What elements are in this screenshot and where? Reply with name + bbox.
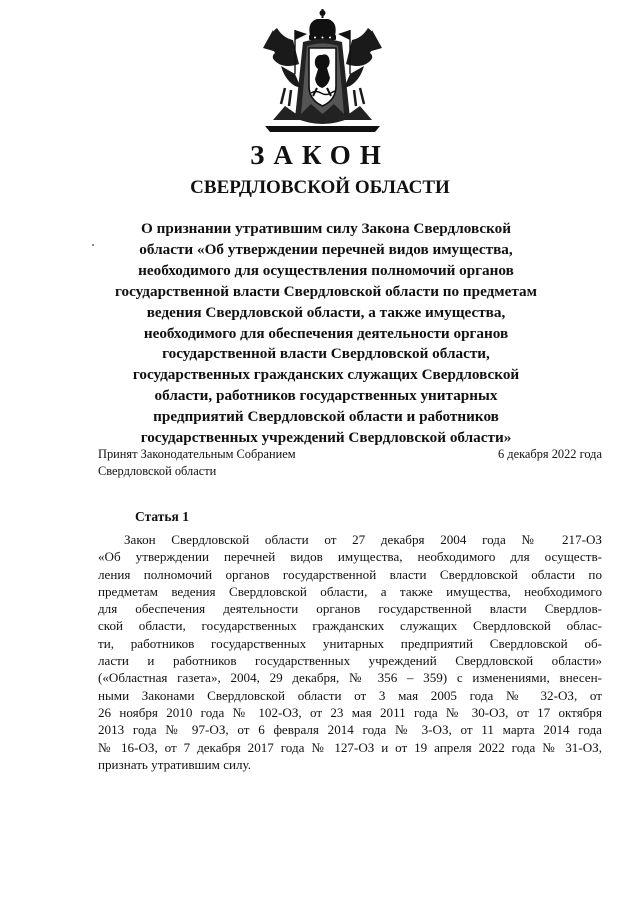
- scan-speck: [92, 244, 94, 246]
- adopted-date: 6 декабря 2022 года: [497, 447, 602, 461]
- adopted-by-line: Свердловской области: [98, 464, 217, 478]
- article-line: признать утратившим силу.: [98, 756, 252, 772]
- heading-line: предприятий Свердловской области и работников: [153, 408, 499, 426]
- heading-line: государственных гражданских служащих Свердловской: [132, 366, 520, 384]
- article-line: предметам ведения Свердловской области, а также имущества, необходимого: [98, 583, 602, 599]
- heading-line: необходимого для обеспечения деятельности органов: [143, 324, 509, 342]
- heading-line: необходимого для осуществления полномочий органов: [138, 261, 514, 279]
- article-line: ласти и работников государственных учреждений Свердловской области»: [98, 653, 602, 669]
- heading-line: области «Об утверждении перечней видов имущества,: [139, 240, 513, 258]
- article-line: ти, работников государственных унитарных предприятий Свердловской об-: [98, 635, 602, 651]
- adopted-by-line: Принят Законодательным Собранием: [98, 447, 296, 461]
- heading-line: О признании утратившим силу Закона Свердловской: [141, 220, 511, 237]
- document-title: ЗАКОН: [250, 140, 390, 170]
- law-heading: [96, 219, 556, 449]
- heading-line: ведения Свердловской области, а также имущества,: [146, 303, 506, 321]
- article-line: для обеспечения деятельности органов государственной власти Свердлов-: [98, 601, 602, 617]
- article-line: «Об утверждении перечней видов имущества, необходимого для осуществ-: [98, 549, 602, 565]
- document-subtitle: СВЕРДЛОВСКОЙ ОБЛАСТИ: [190, 177, 450, 198]
- article-line: ления полномочий органов государственной власти Свердловской области по: [98, 566, 602, 582]
- article-line: ской области, государственных гражданских служащих Свердловской облас-: [98, 618, 602, 634]
- article-line: ными Законами Свердловской области от 3 мая 2005 года № 32-ОЗ, от: [98, 687, 602, 703]
- coat-of-arms-icon: [255, 8, 390, 136]
- heading-line: государственных учреждений Свердловской области»: [140, 429, 512, 447]
- article-title: Статья 1: [135, 509, 189, 524]
- heading-line: государственной власти Свердловской области по предметам: [115, 282, 537, 300]
- heading-line: государственной власти Свердловской области,: [162, 345, 490, 363]
- heading-line: области, работников государственных унитарных: [154, 387, 498, 405]
- article-line: («Областная газета», 2004, 29 декабря, № 356 – 359) с изменениями, внесен-: [98, 670, 602, 686]
- article-line: 26 ноября 2010 года № 102-ОЗ, от 23 мая 2011 года № 30-ОЗ, от 17 октября: [98, 704, 602, 720]
- article-body: [98, 531, 602, 773]
- article-line: № 16-ОЗ, от 7 декабря 2017 года № 127-ОЗ и от 19 апреля 2022 года № 31-ОЗ,: [98, 739, 602, 755]
- article-line: Закон Свердловской области от 27 декабря 2004 года № 217-ОЗ: [124, 532, 602, 547]
- article-line: 2013 года № 97-ОЗ, от 6 февраля 2014 года № 3-ОЗ, от 11 марта 2014 года: [98, 722, 602, 738]
- adopted-by: [98, 446, 296, 480]
